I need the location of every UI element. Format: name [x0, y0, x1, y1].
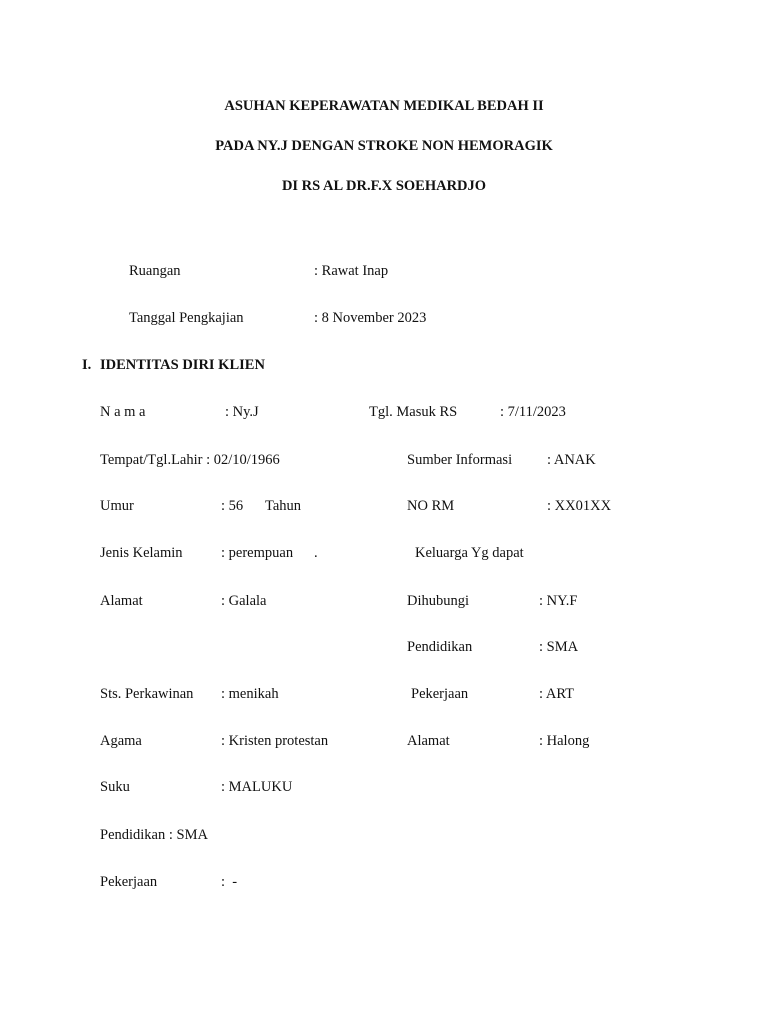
- ruangan-value: : Rawat Inap: [314, 263, 389, 279]
- jenis-kelamin-dot: .: [314, 545, 318, 561]
- jenis-kelamin-value: : perempuan: [221, 545, 294, 561]
- keluarga-label: Keluarga Yg dapat: [415, 545, 524, 561]
- sts-perkawinan-label: Sts. Perkawinan: [100, 686, 194, 702]
- sts-perkawinan-value: : menikah: [221, 686, 279, 702]
- section-title: IDENTITAS DIRI KLIEN: [100, 357, 265, 373]
- keluarga-pekerjaan-label: Pekerjaan: [411, 686, 469, 702]
- keluarga-pekerjaan-value: : ART: [539, 686, 574, 702]
- no-rm-value: : XX01XX: [547, 498, 612, 514]
- tanggal-pengkajian-label: Tanggal Pengkajian: [129, 310, 244, 326]
- pekerjaan-label: Pekerjaan: [100, 874, 158, 890]
- pekerjaan-value: : -: [221, 874, 238, 890]
- dihubungi-label: Dihubungi: [407, 593, 470, 609]
- keluarga-pendidikan-label: Pendidikan: [407, 639, 473, 655]
- agama-value: : Kristen protestan: [221, 733, 329, 749]
- suku-value: : MALUKU: [221, 779, 293, 795]
- nama-label: N a m a: [100, 404, 146, 420]
- suku-label: Suku: [100, 779, 130, 795]
- document-title-line-2: PADA NY.J DENGAN STROKE NON HEMORAGIK: [215, 138, 553, 154]
- umur-label: Umur: [100, 498, 134, 514]
- sumber-informasi-value: : ANAK: [547, 452, 596, 468]
- section-number: I.: [82, 357, 92, 373]
- nama-value: : Ny.J: [225, 404, 259, 420]
- alamat-label: Alamat: [100, 593, 143, 609]
- tgl-masuk-value: : 7/11/2023: [500, 404, 566, 420]
- tgl-masuk-label: Tgl. Masuk RS: [369, 404, 458, 420]
- agama-label: Agama: [100, 733, 142, 749]
- umur-value: : 56: [221, 498, 244, 514]
- dihubungi-value: : NY.F: [539, 593, 578, 609]
- tanggal-pengkajian-value: : 8 November 2023: [314, 310, 427, 326]
- document-title-line-1: ASUHAN KEPERAWATAN MEDIKAL BEDAH II: [224, 98, 544, 114]
- no-rm-label: NO RM: [407, 498, 455, 514]
- keluarga-pendidikan-value: : SMA: [539, 639, 579, 655]
- document-title-line-3: DI RS AL DR.F.X SOEHARDJO: [281, 178, 487, 194]
- jenis-kelamin-label: Jenis Kelamin: [100, 545, 183, 561]
- alamat-value: : Galala: [221, 593, 267, 609]
- tempat-tgl-lahir: Tempat/Tgl.Lahir : 02/10/1966: [100, 452, 280, 468]
- pendidikan-line: Pendidikan : SMA: [100, 827, 208, 843]
- ruangan-label: Ruangan: [129, 263, 181, 279]
- umur-unit: Tahun: [265, 498, 302, 514]
- sumber-informasi-label: Sumber Informasi: [407, 452, 513, 468]
- keluarga-alamat-label: Alamat: [407, 733, 450, 749]
- keluarga-alamat-value: : Halong: [539, 733, 590, 749]
